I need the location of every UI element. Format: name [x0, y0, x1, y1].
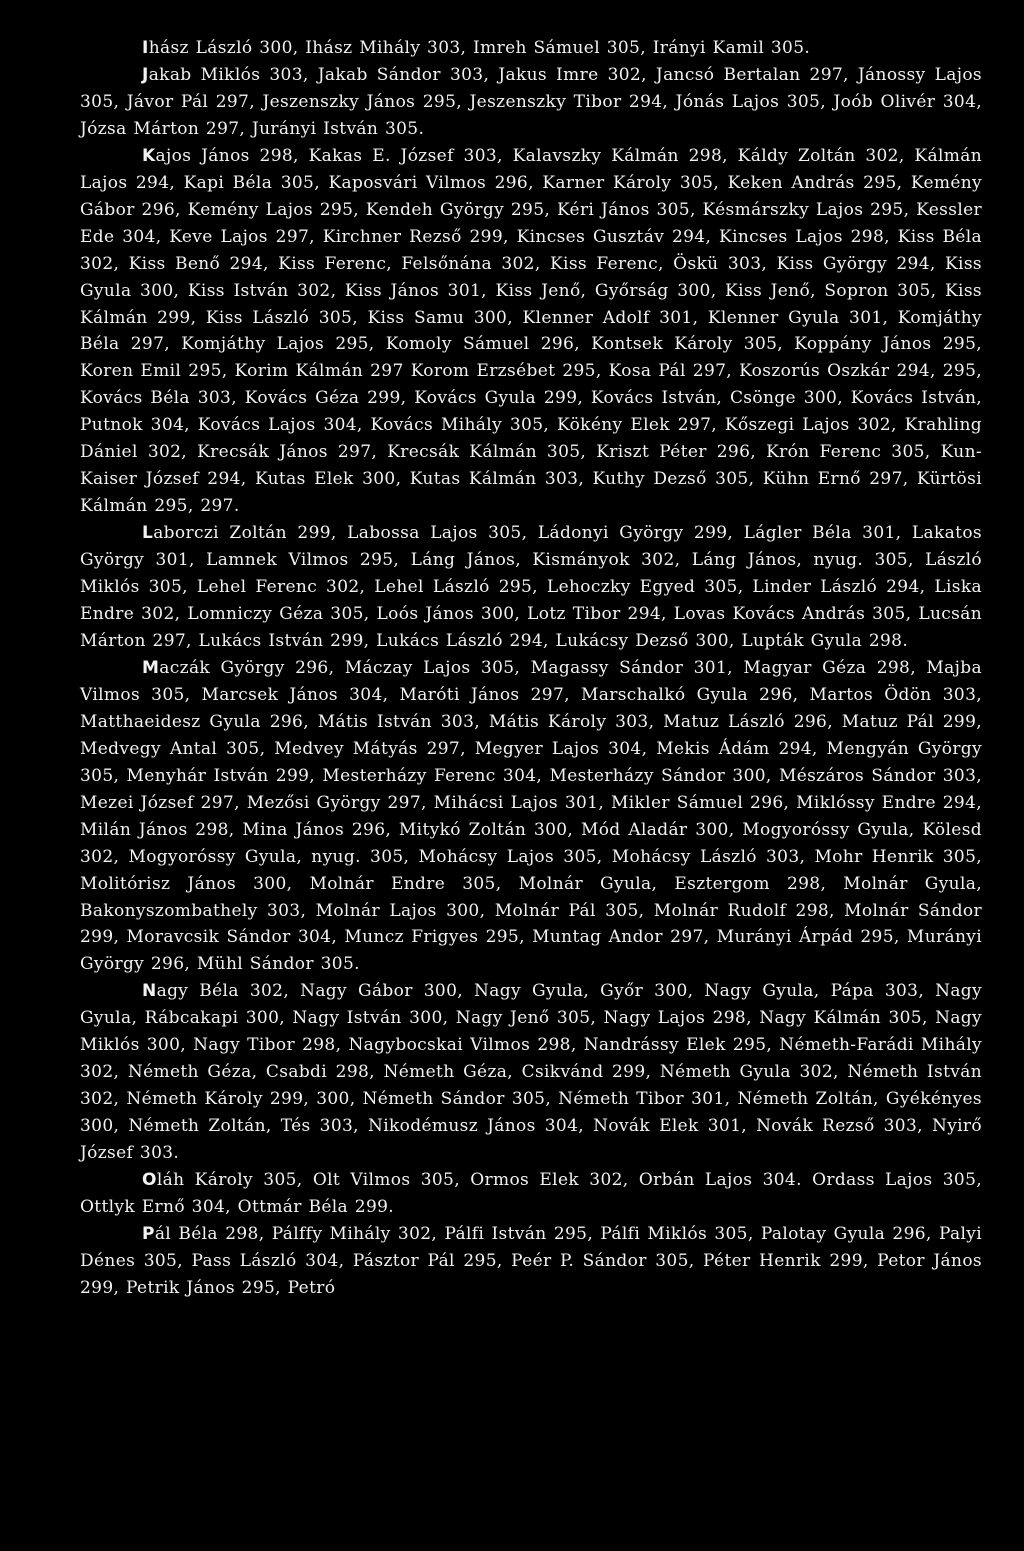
section-entries: ál Béla 298, Pálffy Mihály 302, Pálfi István 295, Pálfi Miklós 305, Palotay Gyula 296, Palyi Dénes 305, Pass László 304, Pásztor Pál 295, Peér P. Sándor 305, Péter Henrik 299, Petor János 299, Petrik János 295, Petró [80, 1223, 982, 1298]
index-section-l [80, 520, 982, 655]
section-entries: aczák György 296, Máczay Lajos 305, Magassy Sándor 301, Magyar Géza 298, Majba Vilmos 305, Marcsek János 304, Maróti János 297, Marschalkó Gyula 296, Martos Ödön 303, Matthaeidesz Gyula 296, Mátis István 303, Mátis Károly 303, Matuz László 296, Matuz Pál 299, Medvegy Antal 305, Medvey Mátyás 297, Megyer Lajos 304, Mekis Ádám 294, Mengyán György 305, Menyhár István 299, Mesterházy Ferenc 304, Mesterházy Sándor 300, Mészáros Sándor 303, Mezei József 297, Mezősi György 297, Mihácsi Lajos 301, Mikler Sámuel 296, Miklóssy Endre 294, Milán János 298, Mina János 296, Mitykó Zoltán 300, Mód Aladár 300, Mogyoróssy Gyula, Kölesd 302, Mogyoróssy Gyula, nyug. 305, Mohácsy Lajos 305, Mohácsy László 303, Mohr Henrik 305, Molitórisz János 300, Molnár Endre 305, Molnár Gyula, Esztergom 298, Molnár Gyula, Bakonyszombathely 303, Molnár Lajos 300, Molnár Pál 305, Molnár Rudolf 298, Molnár Sándor 299, Moravcsik Sándor 304, Muncz Frigyes 295, Muntag Andor 297, Murányi Árpád 295, Murányi György 296, Mühl Sándor 305. [80, 657, 982, 975]
index-section-k [80, 143, 982, 520]
section-initial: L [142, 523, 154, 544]
section-entries: akab Miklós 303, Jakab Sándor 303, Jakus Imre 302, Jancsó Bertalan 297, Jánossy Lajos 305, Jávor Pál 297, Jeszenszky János 295, Jeszenszky Tibor 294, Jónás Lajos 305, Joób Olivér 304, Józsa Márton 297, Jurányi István 305. [80, 64, 982, 139]
index-section-o [80, 1167, 982, 1221]
index-section-n [80, 978, 982, 1167]
name-index-page [80, 35, 982, 1302]
section-entries: agy Béla 302, Nagy Gábor 300, Nagy Gyula, Győr 300, Nagy Gyula, Pápa 303, Nagy Gyula, Rábcakapi 300, Nagy István 300, Nagy Jenő 305, Nagy Lajos 298, Nagy Kálmán 305, Nagy Miklós 300, Nagy Tibor 298, Nagybocskai Vilmos 298, Nandrássy Elek 295, Németh-Farádi Mihály 302, Németh Géza, Csabdi 298, Németh Géza, Csikvánd 299, Németh Gyula 302, Németh István 302, Németh Károly 299, 300, Németh Sándor 305, Németh Tibor 301, Németh Zoltán, Gyékényes 300, Németh Zoltán, Tés 303, Nikodémusz János 304, Novák Elek 301, Novák Rezső 303, Nyirő József 303. [80, 981, 982, 1164]
section-initial: K [142, 145, 156, 166]
index-section-j [80, 62, 982, 143]
section-initial: P [142, 1223, 155, 1244]
index-section-p [80, 1221, 982, 1302]
index-section-m [80, 655, 982, 978]
section-initial: I [142, 38, 149, 58]
section-initial: O [142, 1170, 157, 1191]
section-initial: N [142, 981, 157, 1002]
section-entries: aborczi Zoltán 299, Labossa Lajos 305, Ládonyi György 299, Lágler Béla 301, Lakatos György 301, Lamnek Vilmos 295, Láng János, Kismányok 302, Láng János, nyug. 305, László Miklós 305, Lehel Ferenc 302, Lehel László 295, Lehoczky Egyed 305, Linder László 294, Liska Endre 302, Lomniczy Géza 305, Loós János 300, Lotz Tibor 294, Lovas Kovács András 305, Lucsán Márton 297, Lukács István 299, Lukács László 294, Lukácsy Dezső 300, Lupták Gyula 298. [80, 523, 982, 651]
section-entries: ajos János 298, Kakas E. József 303, Kalavszky Kálmán 298, Káldy Zoltán 302, Kálmán Lajos 294, Kapi Béla 305, Kaposvári Vilmos 296, Karner Károly 305, Keken András 295, Kemény Gábor 296, Kemény Lajos 295, Kendeh György 295, Kéri János 305, Késmárszky Lajos 295, Kessler Ede 304, Keve Lajos 297, Kirchner Rezső 299, Kincses Gusztáv 294, Kincses Lajos 298, Kiss Béla 302, Kiss Benő 294, Kiss Ferenc, Felsőnána 302, Kiss Ferenc, Öskü 303, Kiss György 294, Kiss Gyula 300, Kiss István 302, Kiss János 301, Kiss Jenő, Győrság 300, Kiss Jenő, Sopron 305, Kiss Kálmán 299, Kiss László 305, Kiss Samu 300, Klenner Adolf 301, Klenner Gyula 301, Komjáthy Béla 297, Komjáthy Lajos 295, Komoly Sámuel 296, Kontsek Károly 305, Koppány János 295, Koren Emil 295, Korim Kálmán 297 Korom Erzsébet 295, Kosa Pál 297, Koszorús Oszkár 294, 295, Kovács Béla 303, Kovács Géza 299, Kovács Gyula 299, Kovács István, Csönge 300, Kovács István, Putnok 304, Kovács Lajos 304, Kovács Mihály 305, Kökény Elek 297, Kőszegi Lajos 302, Krahling Dániel 302, Krecsák János 297, Krecsák Kálmán 305, Kriszt Péter 296, Krón Ferenc 305, Kun-Kaiser József 294, Kutas Elek 300, Kutas Kálmán 303, Kuthy Dezső 305, Kühn Ernő 297, Kürtösi Kálmán 295, 297. [80, 145, 982, 517]
index-section-i [80, 35, 982, 62]
section-entries: hász László 300, Ihász Mihály 303, Imreh Sámuel 305, Irányi Kamil 305. [148, 38, 811, 58]
section-initial: M [142, 657, 160, 678]
section-initial: J [142, 64, 149, 85]
section-entries: láh Károly 305, Olt Vilmos 305, Ormos Elek 302, Orbán Lajos 304. Ordass Lajos 305, Ottlyk Ernő 304, Ottmár Béla 299. [80, 1170, 982, 1217]
